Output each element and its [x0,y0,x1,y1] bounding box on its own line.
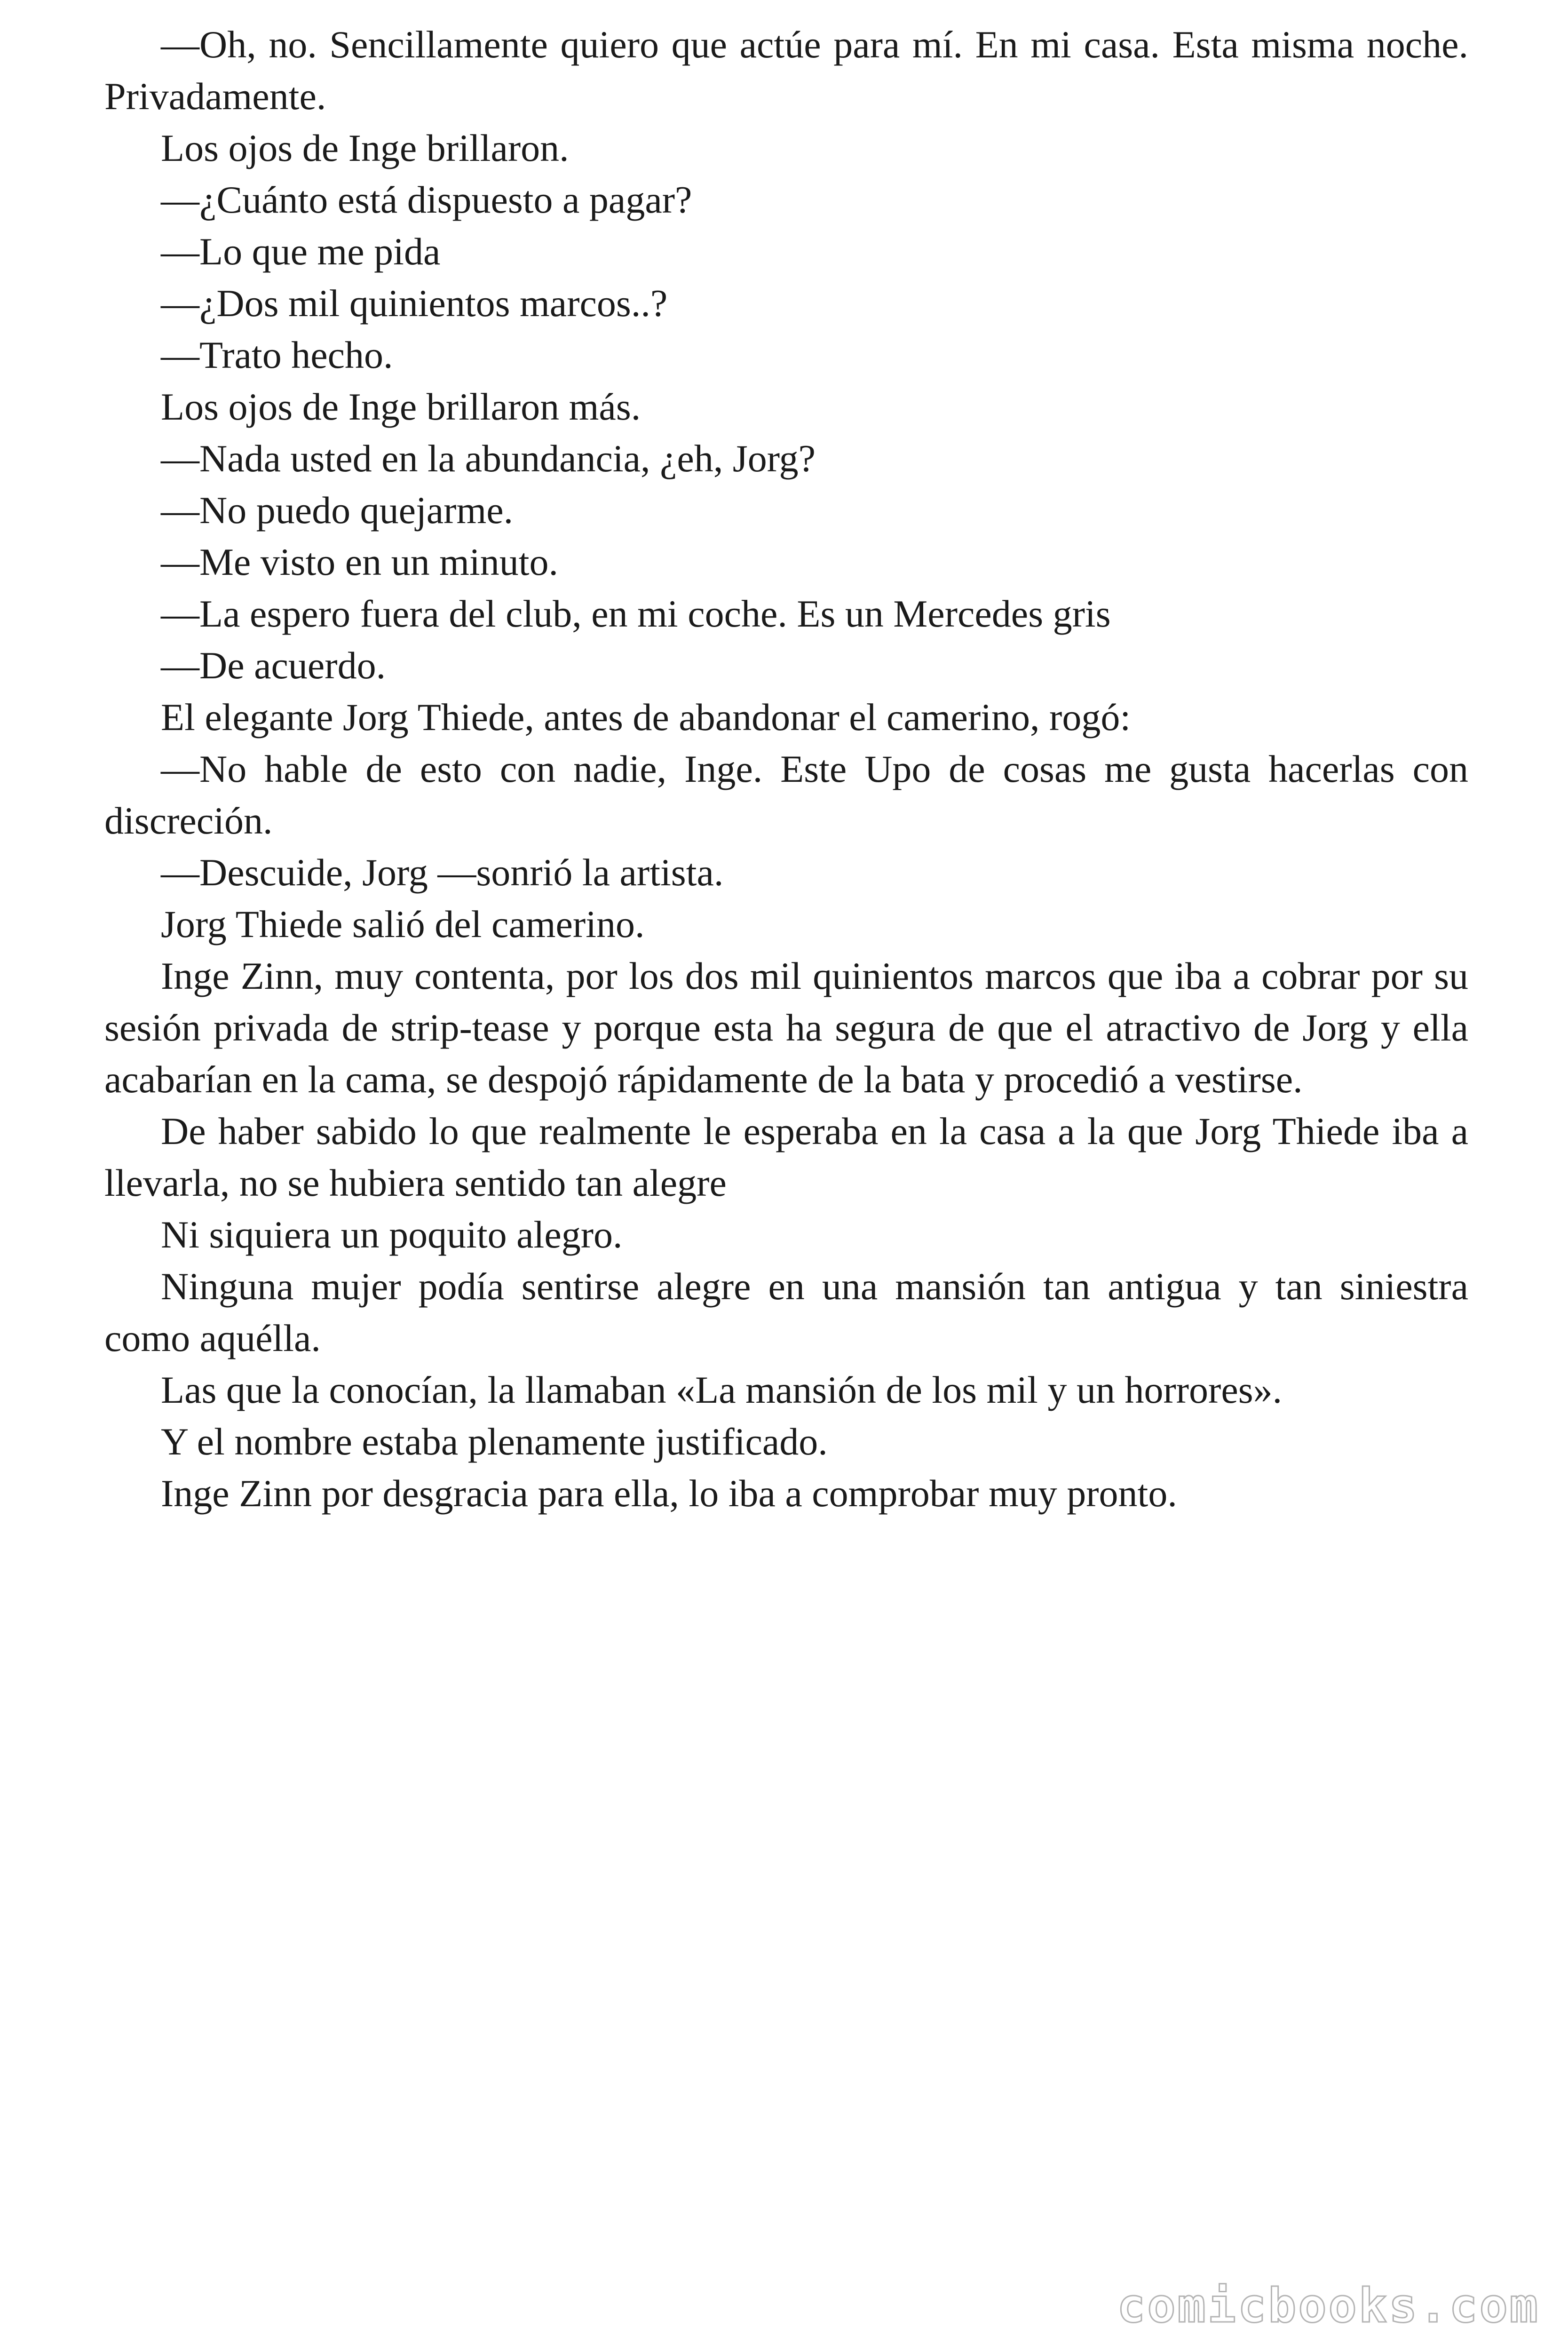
paragraph: Inge Zinn, muy contenta, por los dos mil quinientos marcos que iba a cobrar por su sesión privada de strip-tease y porque esta ha segura de que el atractivo de Jorg y ella acabarían en la cama, se despojó rápidamente de la bata y procedió a vestirse. [104,954,1468,1101]
paragraph: —De acuerdo. [161,644,386,687]
paragraph: Ni siquiera un poquito alegro. [161,1213,623,1256]
paragraph: El elegante Jorg Thiede, antes de abandonar el camerino, rogó: [161,696,1131,739]
paragraph: —Descuide, Jorg —sonrió la artista. [161,851,724,894]
paragraph: Jorg Thiede salió del camerino. [161,903,645,946]
paragraph: Los ojos de Inge brillaron más. [161,385,641,428]
paragraph: —Me visto en un minuto. [161,540,559,583]
paragraph: —La espero fuera del club, en mi coche. Es un Mercedes gris [161,592,1111,635]
paragraph: —¿Cuánto está dispuesto a pagar? [161,178,692,221]
paragraph: —Oh, no. Sencillamente quiero que actúe para mí. En mi casa. Esta misma noche. Privadamente. [104,23,1468,118]
paragraph: —Lo que me pida [161,230,441,273]
paragraph: —No puedo quejarme. [161,489,514,532]
paragraph: Y el nombre estaba plenamente justificado. [161,1420,828,1463]
paragraph: Ninguna mujer podía sentirse alegre en una mansión tan antigua y tan siniestra como aquélla. [104,1265,1468,1359]
page-text [104,19,1468,1519]
watermark: comicbooks.com [1117,2278,1540,2333]
paragraph: De haber sabido lo que realmente le esperaba en la casa a la que Jorg Thiede iba a llevarla, no se hubiera sentido tan alegre [104,1110,1468,1204]
paragraph: —Trato hecho. [161,334,393,376]
paragraph: Los ojos de Inge brillaron. [161,127,569,169]
paragraph: Las que la conocían, la llamaban «La mansión de los mil y un horrores». [161,1368,1283,1411]
paragraph: —¿Dos mil quinientos marcos..? [161,282,668,325]
paragraph: Inge Zinn por desgracia para ella, lo iba a comprobar muy pronto. [161,1472,1177,1515]
paragraph: —No hable de esto con nadie, Inge. Este Upo de cosas me gusta hacerlas con discreción. [104,747,1468,842]
paragraph: —Nada usted en la abundancia, ¿eh, Jorg? [161,437,816,480]
